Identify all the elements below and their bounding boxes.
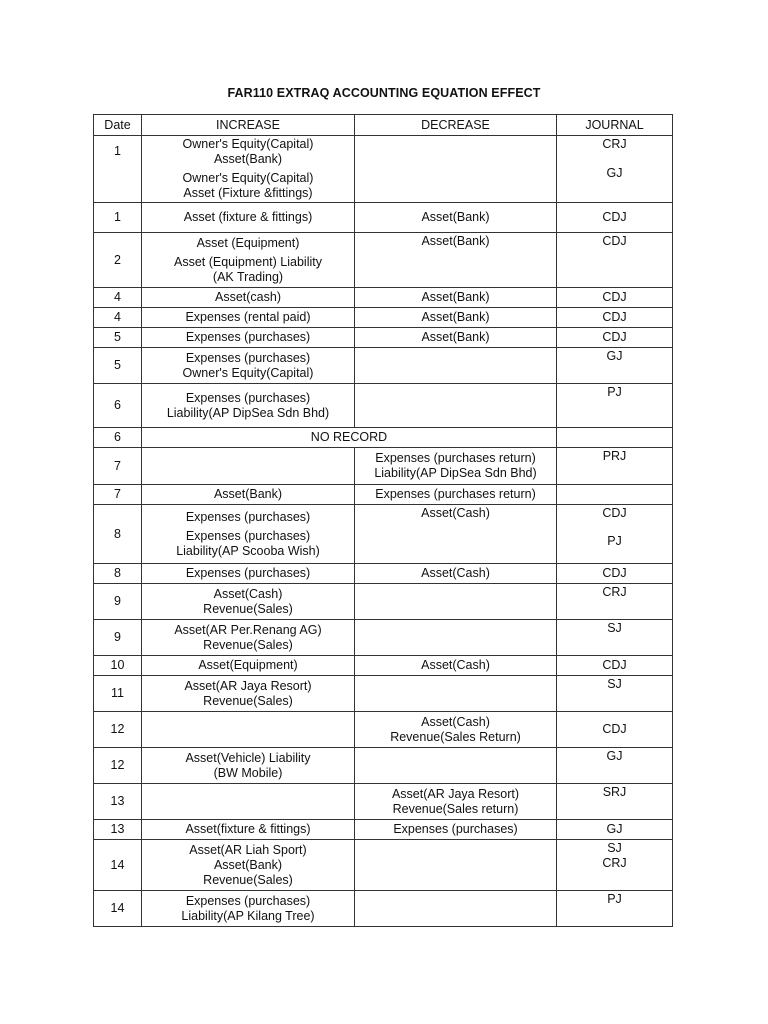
date-cell: 6 <box>94 384 142 428</box>
increase-cell <box>142 384 355 428</box>
date-cell: 13 <box>94 820 142 840</box>
journal-cell: CDJ <box>557 308 673 328</box>
increase-line: (AK Trading) <box>212 269 284 284</box>
journal-cell: SRJ <box>557 784 673 820</box>
decrease-cell <box>355 448 557 485</box>
decrease-cell: Asset(Cash) <box>355 564 557 584</box>
increase-line: Revenue(Sales) <box>203 872 293 887</box>
increase-line: Asset(AR Per.Renang AG) <box>174 622 322 637</box>
decrease-cell <box>355 676 557 712</box>
table-row <box>94 288 673 308</box>
increase-cell <box>142 676 355 712</box>
decrease-cell: Asset(Bank) <box>355 203 557 233</box>
journal-cell: SJ <box>557 676 673 712</box>
increase-cell <box>142 448 355 485</box>
table-row <box>94 748 673 784</box>
journal-cell: GJ <box>557 748 673 784</box>
header-row <box>94 115 673 136</box>
document-title: FAR110 EXTRAQ ACCOUNTING EQUATION EFFECT <box>227 86 541 100</box>
journal-code: SJ <box>607 841 622 855</box>
date-cell: 12 <box>94 712 142 748</box>
decrease-cell <box>355 136 557 203</box>
journal-cell: GJ <box>557 820 673 840</box>
table-row <box>94 348 673 384</box>
accounting-equation-table <box>93 114 673 927</box>
journal-cell <box>557 136 673 203</box>
decrease-cell: Asset(Bank) <box>355 233 557 288</box>
increase-cell <box>142 748 355 784</box>
decrease-cell <box>355 584 557 620</box>
date-cell: 5 <box>94 328 142 348</box>
increase-line: Liability(AP Scooba Wish) <box>176 543 320 558</box>
journal-cell <box>557 428 673 448</box>
increase-cell: Asset(Equipment) <box>142 656 355 676</box>
increase-line: Expenses (purchases) <box>185 528 311 543</box>
decrease-cell <box>355 712 557 748</box>
decrease-cell: Asset(Bank) <box>355 308 557 328</box>
table-row <box>94 233 673 288</box>
table-body <box>94 136 673 927</box>
table-row <box>94 712 673 748</box>
decrease-line: Revenue(Sales return) <box>392 801 519 816</box>
journal-cell <box>557 840 673 891</box>
journal-cell: CDJ <box>557 564 673 584</box>
increase-cell <box>142 784 355 820</box>
date-cell: 1 <box>94 203 142 233</box>
increase-cell <box>142 233 355 288</box>
decrease-line: Revenue(Sales Return) <box>390 729 521 744</box>
increase-line: Owner's Equity(Capital) <box>182 171 314 185</box>
decrease-cell <box>355 840 557 891</box>
table-row <box>94 584 673 620</box>
header-increase: INCREASE <box>142 115 355 136</box>
date-cell: 14 <box>94 891 142 927</box>
table-row <box>94 485 673 505</box>
increase-cell <box>142 348 355 384</box>
journal-code: CRJ <box>602 856 627 870</box>
increase-cell: Expenses (purchases) <box>142 564 355 584</box>
journal-code: CRJ <box>602 137 627 151</box>
decrease-cell <box>355 620 557 656</box>
header-date: Date <box>94 115 142 136</box>
date-cell: 10 <box>94 656 142 676</box>
increase-line: Expenses (purchases) <box>185 390 311 405</box>
journal-code: GJ <box>606 166 623 180</box>
increase-line: Revenue(Sales) <box>203 637 293 652</box>
date-cell: 6 <box>94 428 142 448</box>
journal-code: CDJ <box>602 506 627 520</box>
increase-cell <box>142 505 355 564</box>
date-cell: 8 <box>94 505 142 564</box>
date-cell: 4 <box>94 308 142 328</box>
increase-line: Revenue(Sales) <box>203 693 293 708</box>
decrease-cell: Expenses (purchases return) <box>355 485 557 505</box>
table-row <box>94 564 673 584</box>
table-row <box>94 784 673 820</box>
table-header <box>94 115 673 136</box>
decrease-cell: Asset(Bank) <box>355 328 557 348</box>
date-cell: 4 <box>94 288 142 308</box>
increase-line: Asset (Fixture &fittings) <box>183 186 313 200</box>
journal-code: PJ <box>607 534 622 548</box>
increase-line: Liability(AP DipSea Sdn Bhd) <box>166 405 330 420</box>
header-journal: JOURNAL <box>557 115 673 136</box>
increase-cell: Asset(cash) <box>142 288 355 308</box>
increase-cell <box>142 584 355 620</box>
table-row <box>94 136 673 203</box>
increase-line: Expenses (purchases) <box>185 893 311 908</box>
decrease-cell <box>355 784 557 820</box>
table-row <box>94 328 673 348</box>
table-row <box>94 820 673 840</box>
increase-line: Asset(AR Liah Sport) <box>189 842 307 857</box>
table-row <box>94 656 673 676</box>
increase-cell <box>142 712 355 748</box>
increase-line: Expenses (purchases) <box>185 509 311 524</box>
date-cell: 8 <box>94 564 142 584</box>
table-row <box>94 891 673 927</box>
journal-cell <box>557 505 673 564</box>
date-cell: 9 <box>94 620 142 656</box>
journal-cell: PJ <box>557 384 673 428</box>
table-row <box>94 620 673 656</box>
increase-line: Asset (Equipment) Liability <box>174 254 322 269</box>
table-row <box>94 448 673 485</box>
journal-cell: SJ <box>557 620 673 656</box>
increase-line: Asset(Vehicle) Liability <box>185 750 311 765</box>
increase-line: Asset(Cash) <box>213 586 283 601</box>
date-cell: 7 <box>94 448 142 485</box>
increase-cell <box>142 136 355 203</box>
increase-line: Asset(AR Jaya Resort) <box>184 678 312 693</box>
decrease-cell <box>355 348 557 384</box>
increase-line: Asset (Equipment) <box>196 235 300 250</box>
date-cell: 7 <box>94 485 142 505</box>
increase-line: Owner's Equity(Capital) <box>182 137 314 151</box>
journal-cell: CDJ <box>557 712 673 748</box>
decrease-line: Asset(Cash) <box>421 714 490 729</box>
table-row <box>94 676 673 712</box>
table-row <box>94 505 673 564</box>
decrease-line: Expenses (purchases return) <box>375 451 536 465</box>
increase-cell <box>142 840 355 891</box>
increase-line: (BW Mobile) <box>213 765 283 780</box>
decrease-cell <box>355 384 557 428</box>
decrease-cell: Expenses (purchases) <box>355 820 557 840</box>
increase-cell: Asset(Bank) <box>142 485 355 505</box>
table-row <box>94 428 673 448</box>
table-row <box>94 308 673 328</box>
increase-cell: Expenses (purchases) <box>142 328 355 348</box>
decrease-line: Liability(AP DipSea Sdn Bhd) <box>374 466 537 480</box>
table-row <box>94 203 673 233</box>
date-cell: 1 <box>94 136 142 203</box>
increase-cell: Asset(fixture & fittings) <box>142 820 355 840</box>
increase-cell <box>142 620 355 656</box>
increase-line: Owner's Equity(Capital) <box>182 365 314 380</box>
journal-cell: PRJ <box>557 448 673 485</box>
decrease-cell: Asset(Bank) <box>355 288 557 308</box>
decrease-line: Asset(AR Jaya Resort) <box>391 786 520 801</box>
journal-cell: CDJ <box>557 328 673 348</box>
increase-cell: Expenses (rental paid) <box>142 308 355 328</box>
journal-cell: GJ <box>557 348 673 384</box>
date-cell: 2 <box>94 233 142 288</box>
increase-line: Expenses (purchases) <box>185 350 311 365</box>
decrease-cell <box>355 891 557 927</box>
date-cell: 9 <box>94 584 142 620</box>
date-cell: 13 <box>94 784 142 820</box>
journal-cell: CDJ <box>557 288 673 308</box>
table-row <box>94 840 673 891</box>
journal-cell: CDJ <box>557 233 673 288</box>
journal-cell: CDJ <box>557 203 673 233</box>
no-record-cell: NO RECORD <box>142 428 557 448</box>
journal-cell <box>557 485 673 505</box>
decrease-cell: Asset(Cash) <box>355 505 557 564</box>
increase-line: Liability(AP Kilang Tree) <box>181 908 315 923</box>
increase-cell <box>142 891 355 927</box>
date-cell: 14 <box>94 840 142 891</box>
header-decrease: DECREASE <box>355 115 557 136</box>
table-row <box>94 384 673 428</box>
decrease-cell <box>355 748 557 784</box>
increase-line: Revenue(Sales) <box>203 601 293 616</box>
increase-cell: Asset (fixture & fittings) <box>142 203 355 233</box>
date-cell: 11 <box>94 676 142 712</box>
decrease-cell: Asset(Cash) <box>355 656 557 676</box>
increase-line: Asset(Bank) <box>213 857 283 872</box>
date-cell: 5 <box>94 348 142 384</box>
journal-cell: CRJ <box>557 584 673 620</box>
journal-cell: PJ <box>557 891 673 927</box>
journal-cell: CDJ <box>557 656 673 676</box>
date-cell: 12 <box>94 748 142 784</box>
increase-line: Asset(Bank) <box>213 152 283 166</box>
